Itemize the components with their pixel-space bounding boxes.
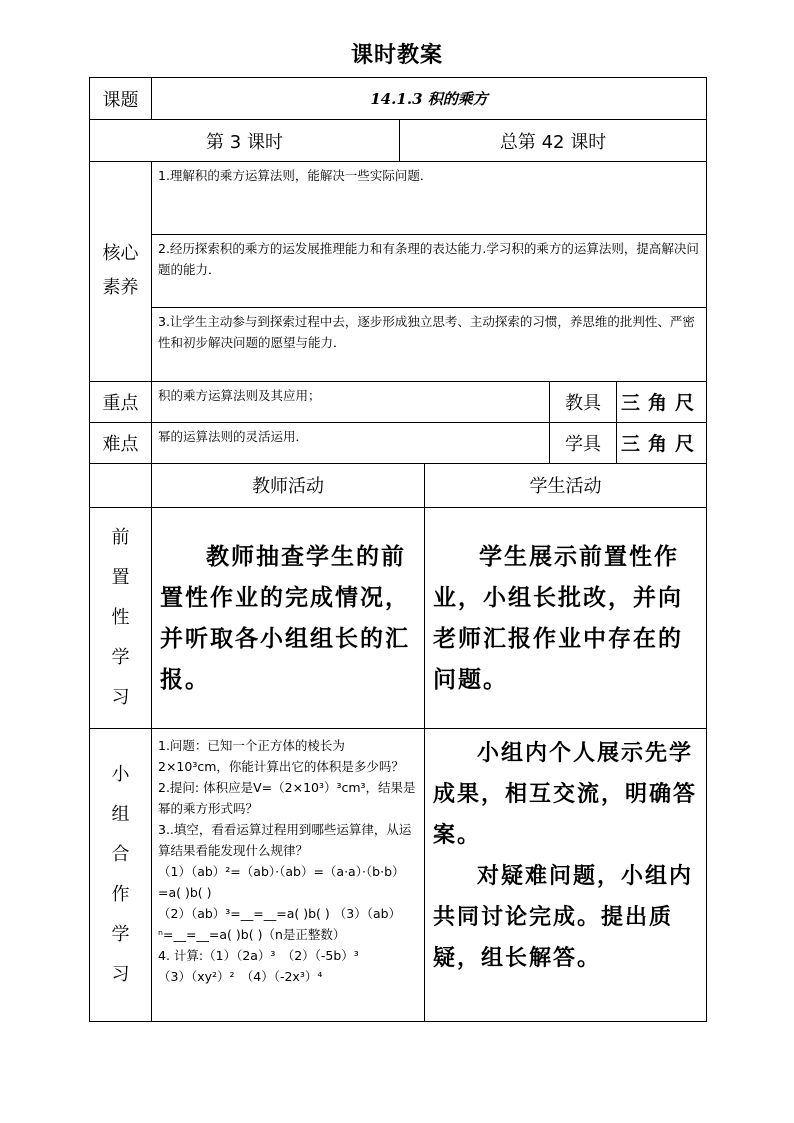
preview-label-char: 学 (111, 647, 130, 669)
difficulty-text: 幂的运算法则的灵活运用． (152, 422, 550, 463)
group-teacher-line: 2.提问: 体积应是V=（2×10³）³cm³，结果是幂的乘方形式吗？ (158, 780, 416, 817)
group-teacher-line: （2）（ab）³=__=__=a( )b( ) （3）（ab）ⁿ=__=__=a( )b( )（n是正整数） (158, 906, 402, 943)
group-student-text-2: 对疑难问题，小组内共同讨论完成。提出质疑，组长解答。 (433, 863, 694, 972)
group-student-activity (425, 729, 707, 1022)
preview-label (90, 507, 152, 728)
student-activity-header: 学生活动 (425, 463, 707, 507)
teaching-tool-value: 三角尺 (617, 381, 707, 422)
core-label-line2: 素养 (102, 277, 139, 299)
preview-teacher-text: 教师抽查学生的前置性作业的完成情况，并听取各小组组长的汇报。 (160, 543, 410, 694)
group-teacher-line: 4. 计算:（1）（2a）³ （2）（-5b）³ (158, 948, 359, 964)
core-item-3: 3.让学生主动参与到探索过程中去，逐步形成独立思考、主动探索的习惯，养思维的批判性、严密性和初步解决问题的愿望与能力． (152, 308, 707, 381)
group-teacher-activity (152, 729, 425, 1022)
header-blank-cell (90, 463, 152, 507)
group-teacher-line: 3..填空，看看运算过程用到哪些运算律，从运算结果看能发现什么规律？ (158, 822, 412, 859)
core-label (90, 162, 152, 381)
topic-label: 课题 (90, 78, 152, 120)
group-label-char: 小 (111, 764, 130, 786)
lesson-total: 总第 42 课时 (400, 120, 707, 162)
lesson-current: 第 3 课时 (90, 120, 400, 162)
preview-teacher-activity (152, 507, 425, 728)
group-student-text-1: 小组内个人展示先学成果，相互交流，明确答案。 (433, 740, 698, 849)
core-item-1: 1.理解积的乘方运算法则，能解决一些实际问题． (152, 162, 707, 235)
group-label-char: 合 (111, 844, 130, 866)
preview-label-char: 置 (111, 567, 130, 589)
group-teacher-line: （3）（xy²）² （4）（-2x³）⁴ (158, 969, 323, 985)
group-label-char: 作 (111, 884, 130, 906)
key-point-label: 重点 (90, 381, 152, 422)
preview-label-char: 性 (111, 607, 130, 629)
group-label (90, 729, 152, 1022)
difficulty-label: 难点 (90, 422, 152, 463)
group-label-char: 组 (111, 804, 130, 826)
core-label-line1: 核心 (102, 243, 139, 265)
lesson-plan-table (89, 77, 707, 1022)
group-label-char: 习 (111, 964, 130, 986)
preview-label-char: 习 (111, 687, 130, 709)
preview-student-activity (425, 507, 707, 728)
preview-student-text: 学生展示前置性作业，小组长批改，并向老师汇报作业中存在的问题。 (433, 543, 683, 694)
group-label-char: 学 (111, 924, 130, 946)
topic-value: 14.1.3 积的乘方 (152, 78, 707, 120)
page-title: 课时教案 (350, 43, 443, 68)
group-teacher-line: 1.问题：已知一个正方体的棱长为 2×10³cm，你能计算出它的体积是多少吗？ (158, 738, 404, 775)
group-teacher-line: （1）（ab）²=（ab）·（ab）=（a·a）·（b·b）=a( )b( ) (158, 864, 405, 901)
core-item-2: 2.经历探索积的乘方的运发展推理能力和有条理的表达能力.学习积的乘方的运算法则，提高解决问题的能力． (152, 235, 707, 308)
preview-label-char: 前 (111, 527, 130, 549)
teaching-tool-label: 教具 (550, 381, 617, 422)
learning-tool-value: 三角尺 (617, 422, 707, 463)
key-point-text: 积的乘方运算法则及其应用； (152, 381, 550, 422)
learning-tool-label: 学具 (550, 422, 617, 463)
teacher-activity-header: 教师活动 (152, 463, 425, 507)
